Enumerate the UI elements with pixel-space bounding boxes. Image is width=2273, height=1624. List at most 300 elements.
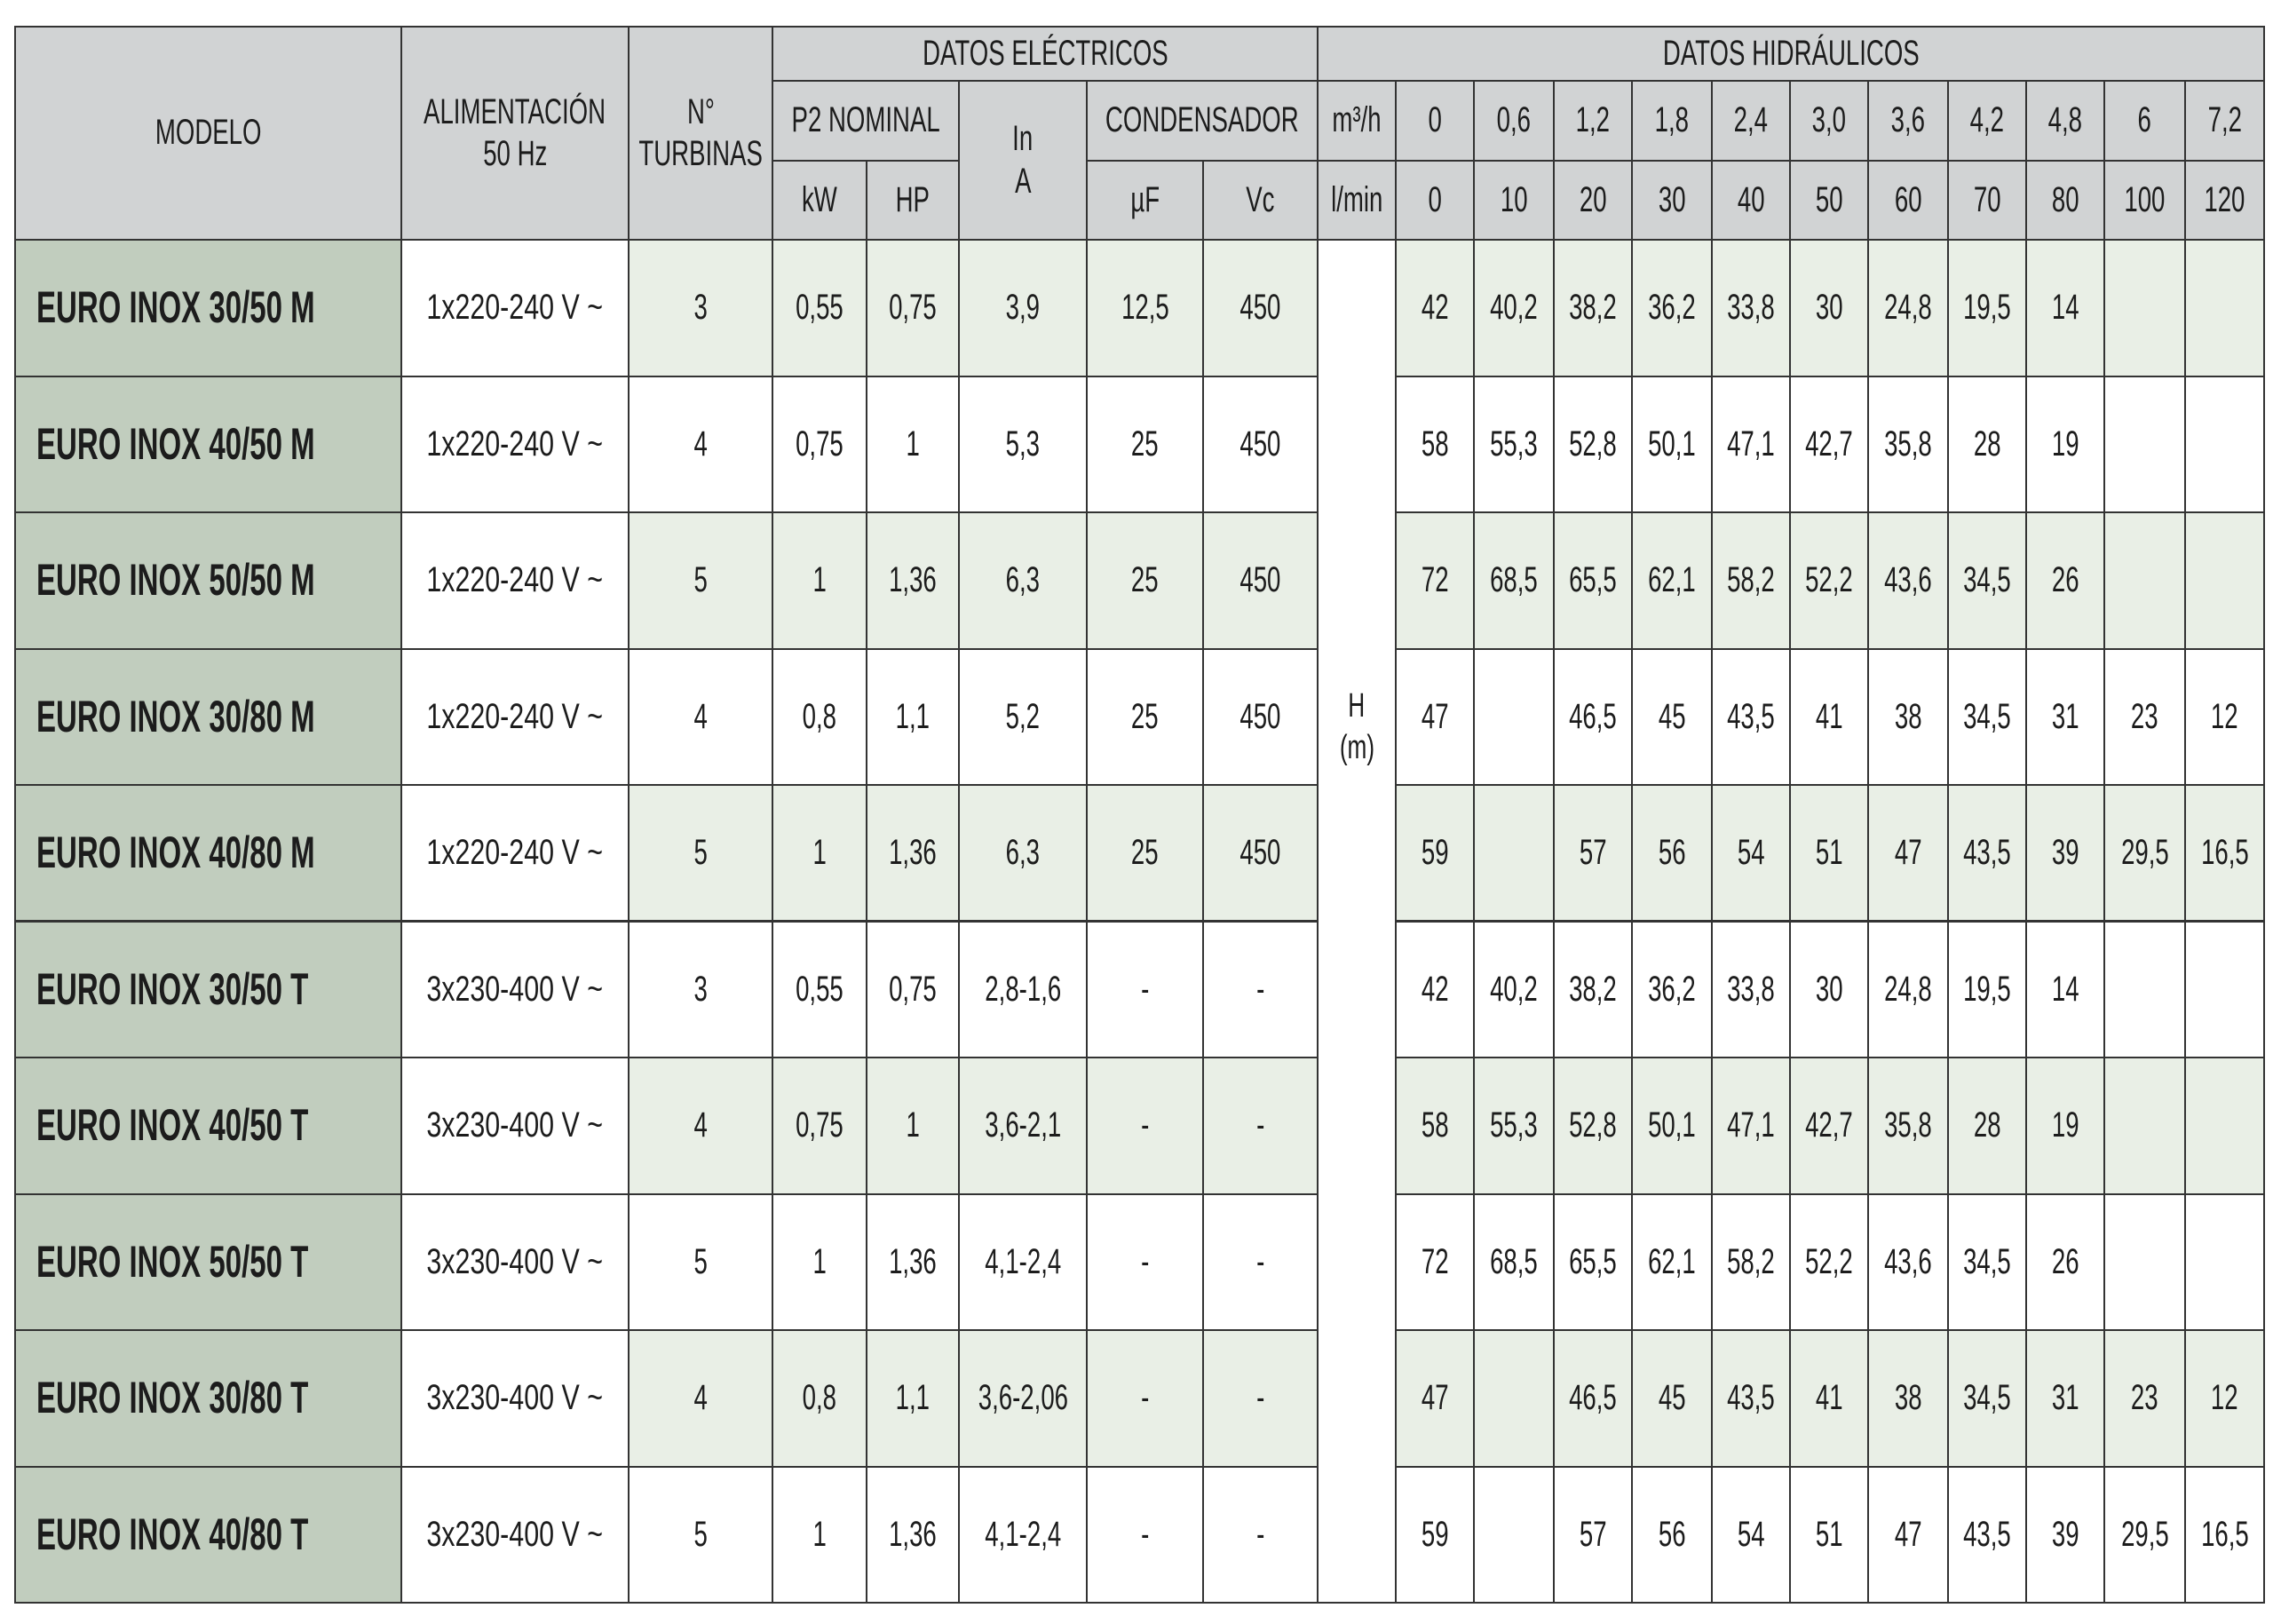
flow-m3h-value: 1,2 [1575,100,1611,140]
model-cell [16,923,402,1059]
header-p2-nominal [773,82,960,162]
head-value-cell [1475,923,1555,1059]
power-supply-value: 3x230-400 V ~ [426,1378,604,1418]
capacitor-uf-cell [1088,513,1204,650]
header-flow-m3h-cell [2186,82,2265,162]
power-hp-cell [867,650,960,787]
turbines-value: 5 [693,832,708,872]
power-hp-cell [867,786,960,923]
head-value: 43,6 [1884,1241,1932,1281]
head-value: 39 [2051,832,2079,872]
head-value-cell [2027,377,2105,514]
head-value: 29,5 [2120,832,2169,872]
head-value: 16,5 [2200,1514,2249,1554]
capacitor-vc-cell [1204,377,1319,514]
turbines-cell [630,1058,773,1195]
flow-lmin-value: 120 [2204,179,2245,219]
power-hp-value: 1,1 [895,1378,931,1418]
capacitor-vc-cell [1204,1331,1319,1468]
head-value-cell [1397,786,1475,923]
head-value: 55,3 [1490,1105,1538,1145]
head-value-cell [2186,1195,2265,1332]
head-value: 43,5 [1963,1514,2011,1554]
flow-lmin-value: 100 [2124,179,2166,219]
header-uf [1088,162,1204,241]
power-supply-value: 3x230-400 V ~ [426,1514,604,1554]
power-hp-value: 0,75 [889,288,937,328]
head-value: 54 [1737,832,1765,872]
head-value-cell [1397,1331,1475,1468]
head-value-cell [2186,1331,2265,1468]
head-value-cell [1555,1058,1633,1195]
head-value-cell [2105,513,2186,650]
model-name: EURO INOX 30/50 M [36,282,315,333]
head-value: 43,5 [1727,1378,1775,1418]
head-value-cell [1633,923,1713,1059]
head-value: 59 [1421,832,1449,872]
head-value-cell [1713,1195,1791,1332]
power-supply-value: 1x220-240 V ~ [426,288,604,328]
power-kw-value: 0,8 [802,696,837,736]
power-kw-cell [773,650,867,787]
head-value: 19,5 [1963,288,2011,328]
header-vc [1204,162,1319,241]
flow-lmin-value: 20 [1579,179,1607,219]
turbines-cell [630,377,773,514]
current-cell [960,241,1088,377]
flow-lmin-value: 0 [1428,179,1442,219]
capacitor-vc-value: - [1255,1378,1265,1418]
flow-m3h-value: 4,8 [2047,100,2083,140]
head-value: 38 [1894,1378,1922,1418]
flow-lmin-value: 30 [1658,179,1686,219]
head-value-cell [1397,1195,1475,1332]
head-value-cell [1633,1058,1713,1195]
head-unit: (m) [1339,729,1374,766]
capacitor-vc-cell [1204,923,1319,1059]
turbines-value: 4 [693,1378,708,1418]
capacitor-uf-cell [1088,1468,1204,1604]
head-value-cell [1713,377,1791,514]
header-flow-lmin-cell [2105,162,2186,241]
head-value-cell [2186,513,2265,650]
capacitor-vc-value: 450 [1239,424,1281,463]
header-flow-lmin-cell [2027,162,2105,241]
head-value: 41 [1815,1378,1843,1418]
head-value-cell [1791,513,1869,650]
model-cell [16,377,402,514]
head-value-cell [1949,513,2027,650]
head-value: 57 [1579,1514,1607,1554]
header-kw [773,162,867,241]
head-value-cell [1791,1468,1869,1604]
head-value-cell [2027,1331,2105,1468]
power-kw-cell [773,241,867,377]
flow-m3h-value: 2,4 [1733,100,1769,140]
current-cell [960,1195,1088,1332]
head-value: 47 [1894,832,1922,872]
head-value-cell [1633,1468,1713,1604]
head-value: 42,7 [1805,1105,1853,1145]
flow-m3h-value: 1,8 [1654,100,1690,140]
current-value: 3,6-2,06 [978,1378,1068,1418]
head-value-cell [1475,1195,1555,1332]
power-hp-cell [867,1195,960,1332]
header-flow-m3h-cell [1475,82,1555,162]
model-name: EURO INOX 40/80 M [36,827,315,877]
head-value-cell [1791,923,1869,1059]
head-value-cell [1869,1058,1949,1195]
header-flow-lmin-cell [1713,162,1791,241]
power-kw-value: 1 [812,560,827,600]
head-value-cell [1791,377,1869,514]
model-cell [16,241,402,377]
head-value-cell [1475,650,1555,787]
model-cell [16,1468,402,1604]
head-value: 19 [2051,1105,2079,1145]
header-current [960,82,1088,241]
capacitor-vc-value: 450 [1239,832,1281,872]
head-value: 38 [1894,696,1922,736]
capacitor-vc-cell [1204,1058,1319,1195]
turbines-cell [630,1331,773,1468]
turbines-cell [630,650,773,787]
capacitor-uf-cell [1088,786,1204,923]
header-flow-m3h-cell [1555,82,1633,162]
head-value-cell [1555,513,1633,650]
header-kw-label: kW [802,179,837,219]
head-value: 33,8 [1727,969,1775,1009]
head-value-cell [1397,650,1475,787]
flow-lmin-value: 60 [1894,179,1922,219]
header-turbinas-label: TURBINAS [638,134,763,173]
turbines-value: 4 [693,1105,708,1145]
current-value: 2,8-1,6 [985,969,1061,1009]
capacitor-uf-value: - [1140,1241,1150,1281]
header-alimentacion [402,28,630,241]
head-value: 31 [2051,1378,2079,1418]
header-flow-lmin-cell [1791,162,1869,241]
head-value-cell [2186,1468,2265,1604]
power-hp-value: 1 [906,1105,920,1145]
capacitor-uf-value: 25 [1131,832,1159,872]
current-cell [960,1058,1088,1195]
head-value-cell [2027,241,2105,377]
head-value: 30 [1815,288,1843,328]
turbines-value: 3 [693,288,708,328]
model-cell [16,513,402,650]
head-value: 19,5 [1963,969,2011,1009]
head-value-cell [1869,377,1949,514]
head-value-cell [2105,1331,2186,1468]
power-supply-cell [402,377,630,514]
capacitor-vc-value: 450 [1239,288,1281,328]
head-value-cell [1555,1468,1633,1604]
head-value-cell [2027,1195,2105,1332]
head-value: 14 [2051,969,2079,1009]
header-flow-lmin-cell [1555,162,1633,241]
power-kw-cell [773,513,867,650]
header-current-label: In [1012,119,1034,159]
header-uf-label: µF [1130,179,1160,219]
current-cell [960,513,1088,650]
head-value: 46,5 [1569,696,1617,736]
head-value: 34,5 [1963,1378,2011,1418]
model-name: EURO INOX 40/80 T [36,1509,309,1559]
header-flow-lmin-cell [2186,162,2265,241]
head-value: 58 [1421,1105,1449,1145]
head-value-cell [1555,1331,1633,1468]
head-value-cell [1633,377,1713,514]
head-value: 65,5 [1569,1241,1617,1281]
flow-lmin-value: 80 [2051,179,2079,219]
power-kw-value: 0,55 [796,288,843,328]
head-value: 12 [2211,1378,2238,1418]
capacitor-uf-cell [1088,1331,1204,1468]
head-value-cell [2027,923,2105,1059]
head-value-cell [1397,377,1475,514]
model-name: EURO INOX 30/80 M [36,691,315,741]
power-hp-value: 1,1 [895,696,931,736]
head-value-cell [1869,1331,1949,1468]
head-value-cell [1791,650,1869,787]
head-value: 36,2 [1648,969,1696,1009]
head-value: 50,1 [1648,424,1696,463]
power-kw-cell [773,1331,867,1468]
model-cell [16,1058,402,1195]
header-flow-m3h-cell [1713,82,1791,162]
power-hp-value: 1,36 [889,560,937,600]
header-modelo [16,28,402,241]
header-flow-m3h-cell [1791,82,1869,162]
power-hp-value: 1 [906,424,920,463]
power-hp-value: 0,75 [889,969,937,1009]
model-name: EURO INOX 40/50 T [36,1100,309,1151]
current-value: 3,9 [1005,288,1041,328]
power-hp-cell [867,241,960,377]
head-value-cell [1949,786,2027,923]
power-kw-value: 0,75 [796,424,843,463]
head-value: 23 [2131,1378,2158,1418]
head-value-cell [1475,513,1555,650]
head-value-cell [2105,650,2186,787]
head-value-cell [1475,1331,1555,1468]
head-value: 41 [1815,696,1843,736]
power-supply-cell [402,650,630,787]
head-value-cell [1555,650,1633,787]
head-value-cell [2186,241,2265,377]
power-kw-value: 1 [812,1514,827,1554]
current-cell [960,377,1088,514]
power-supply-value: 1x220-240 V ~ [426,424,604,463]
current-value: 5,2 [1005,696,1041,736]
power-hp-cell [867,377,960,514]
head-value-cell [1555,1195,1633,1332]
power-hp-value: 1,36 [889,832,937,872]
head-value: 58,2 [1727,560,1775,600]
head-value-cell [1869,786,1949,923]
power-supply-cell [402,1331,630,1468]
header-flow-lmin-cell [1633,162,1713,241]
head-value-cell [2027,786,2105,923]
head-value: 50,1 [1648,1105,1696,1145]
head-value: 42 [1421,969,1449,1009]
capacitor-vc-value: - [1255,1105,1265,1145]
header-flow-m3h-cell [2027,82,2105,162]
head-value: 47 [1421,696,1449,736]
turbines-cell [630,923,773,1059]
head-value-cell [2105,1468,2186,1604]
header-alimentacion-frequency: 50 Hz [482,134,548,173]
model-name: EURO INOX 40/50 M [36,418,315,469]
head-value-cell [1555,923,1633,1059]
header-flow-lmin-cell [1869,162,1949,241]
capacitor-uf-cell [1088,923,1204,1059]
capacitor-uf-value: 12,5 [1121,288,1169,328]
model-name: EURO INOX 50/50 T [36,1236,309,1287]
head-value: 68,5 [1490,1241,1538,1281]
head-value: 72 [1421,560,1449,600]
current-value: 6,3 [1005,832,1041,872]
head-value: 39 [2051,1514,2079,1554]
head-value-cell [1791,241,1869,377]
head-value: 33,8 [1727,288,1775,328]
header-datos-hidraulicos [1319,28,2265,82]
head-value: 31 [2051,696,2079,736]
head-value-cell [1949,241,2027,377]
turbines-value: 3 [693,969,708,1009]
head-value: 35,8 [1884,1105,1932,1145]
capacitor-vc-cell [1204,241,1319,377]
head-value: 28 [1973,1105,2001,1145]
capacitor-vc-value: 450 [1239,696,1281,736]
head-value: 35,8 [1884,424,1932,463]
model-name: EURO INOX 50/50 M [36,555,315,606]
capacitor-vc-cell [1204,513,1319,650]
head-value: 51 [1815,832,1843,872]
power-supply-value: 1x220-240 V ~ [426,696,604,736]
head-value-cell [1791,1058,1869,1195]
header-flow-m3h-cell [1397,82,1475,162]
capacitor-uf-value: - [1140,1378,1150,1418]
head-value: 29,5 [2120,1514,2169,1554]
power-kw-cell [773,923,867,1059]
power-supply-value: 3x230-400 V ~ [426,1105,604,1145]
head-value-cell [1397,513,1475,650]
flow-m3h-value: 7,2 [2207,100,2242,140]
head-value-cell [1555,786,1633,923]
head-value-cell [1397,1058,1475,1195]
head-symbol: H [1348,687,1366,725]
header-turbinas-number-sign: N° [686,91,715,131]
head-value: 65,5 [1569,560,1617,600]
head-value-cell [1713,650,1791,787]
flow-m3h-value: 0,6 [1496,100,1532,140]
turbines-cell [630,513,773,650]
capacitor-vc-cell [1204,1468,1319,1604]
head-value: 47 [1421,1378,1449,1418]
head-value: 24,8 [1884,969,1932,1009]
capacitor-vc-cell [1204,1195,1319,1332]
head-value-cell [1791,1195,1869,1332]
capacitor-vc-value: 450 [1239,560,1281,600]
head-value-cell [1949,1468,2027,1604]
head-value-cell [1791,1331,1869,1468]
head-value: 52,2 [1805,1241,1853,1281]
power-supply-cell [402,1468,630,1604]
head-value-cell [2105,786,2186,923]
head-value: 56 [1658,832,1686,872]
head-value-cell [1475,377,1555,514]
model-name: EURO INOX 30/50 T [36,963,309,1014]
head-value-cell [2186,650,2265,787]
head-value-cell [1633,1195,1713,1332]
power-supply-cell [402,1058,630,1195]
head-value-cell [2027,1468,2105,1604]
power-kw-value: 0,8 [802,1378,837,1418]
power-kw-value: 0,55 [796,969,843,1009]
head-value-cell [1633,513,1713,650]
header-flow-m3h-cell [1869,82,1949,162]
turbines-cell [630,1195,773,1332]
current-value: 4,1-2,4 [985,1514,1061,1554]
head-value-cell [1397,923,1475,1059]
turbines-value: 5 [693,1514,708,1554]
power-kw-value: 1 [812,1241,827,1281]
head-value: 58 [1421,424,1449,463]
header-datos-electricos [773,28,1319,82]
head-value: 42,7 [1805,424,1853,463]
capacitor-uf-cell [1088,1195,1204,1332]
head-value: 34,5 [1963,560,2011,600]
head-value-cell [2186,1058,2265,1195]
header-flow-m3h-cell [1949,82,2027,162]
header-flow-m3h-cell [1633,82,1713,162]
current-value: 5,3 [1005,424,1041,463]
head-value-cell [1949,377,2027,514]
current-cell [960,650,1088,787]
head-value: 55,3 [1490,424,1538,463]
power-kw-value: 1 [812,832,827,872]
head-value-cell [1475,241,1555,377]
head-value-cell [1713,1468,1791,1604]
head-value-cell [2186,786,2265,923]
turbines-value: 5 [693,1241,708,1281]
power-hp-cell [867,923,960,1059]
head-value: 34,5 [1963,1241,2011,1281]
head-value: 36,2 [1648,288,1696,328]
capacitor-uf-value: 25 [1131,560,1159,600]
head-value: 46,5 [1569,1378,1617,1418]
head-value: 42 [1421,288,1449,328]
head-value-cell [1713,786,1791,923]
model-cell [16,650,402,787]
turbines-cell [630,786,773,923]
power-kw-cell [773,1195,867,1332]
power-supply-cell [402,1195,630,1332]
header-alimentacion-label: ALIMENTACIÓN [424,91,606,131]
head-value: 59 [1421,1514,1449,1554]
header-flow-lmin-cell [1949,162,2027,241]
flow-m3h-value: 3,0 [1811,100,1847,140]
head-value-cell [1869,513,1949,650]
flow-m3h-value: 0 [1428,100,1442,140]
head-value-cell [2105,241,2186,377]
model-cell [16,1195,402,1332]
head-value: 54 [1737,1514,1765,1554]
head-value-cell [1475,1468,1555,1604]
power-supply-cell [402,786,630,923]
